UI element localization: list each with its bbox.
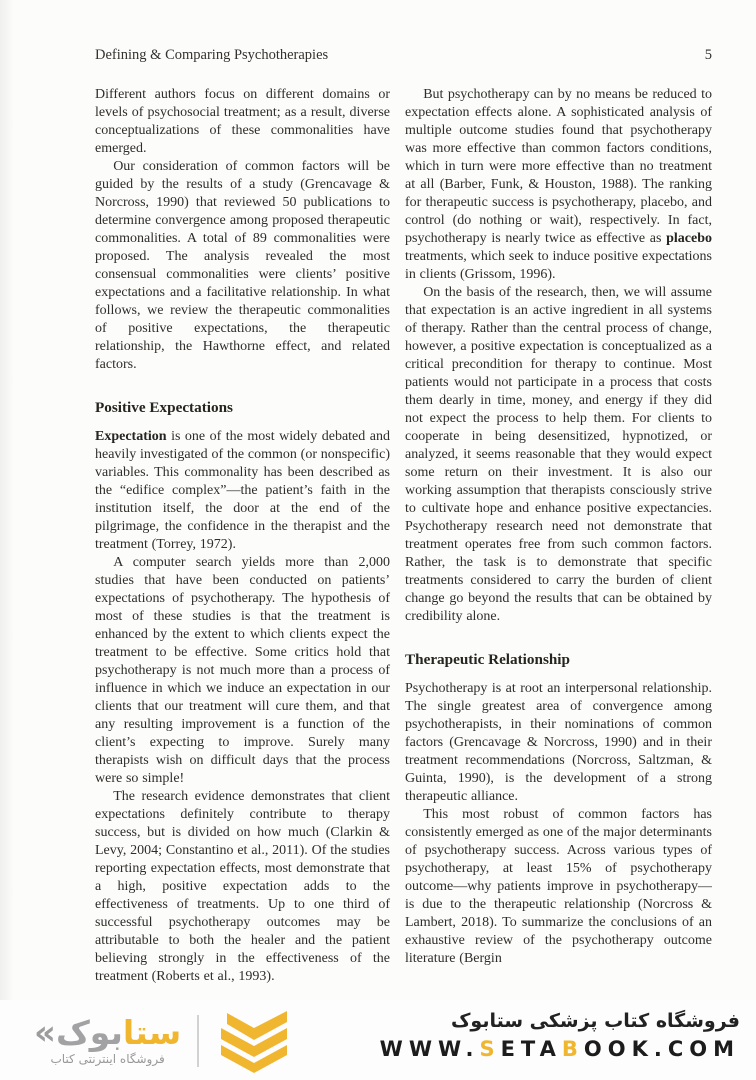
url-segment: OOK.COM: [583, 1036, 740, 1061]
paragraph: Different authors focus on different domains or levels of psychosocial treatment; as a result, diverse conceptualizations of these commonalities have emerged.: [95, 87, 390, 156]
site-url: [380, 1037, 740, 1062]
scan-shadow-edge: [0, 0, 14, 1002]
paragraph-text: treatments, which seek to induce positive expectations in clients (Grissom, 1996).: [405, 249, 712, 282]
logo-tagline: فروشگاه اینترنتی کتاب: [50, 1052, 165, 1067]
url-segment: WWW.: [379, 1036, 480, 1061]
store-title: فروشگاه کتاب پزشکی ستابوک: [450, 1010, 740, 1032]
left-column: [95, 86, 390, 1002]
guillemet-chevron-icon: «: [34, 1012, 54, 1053]
running-title: Defining & Comparing Psychotherapies: [95, 47, 329, 63]
right-column: [405, 86, 712, 1002]
paragraph: A computer search yields more than 2,000 studies that have been conducted on patients’ expectations of psychotherapy. The hypothesis of most of these studies is that the treatment is enhanced by the extent to which clients expect the treatment to be effective. Some critics hold that psychotherapy is not much more than a process of influence in which we induce an expectation in our clients that our treatment will cure them, and that any resulting improvement is a function of the client’s expecting to improve. Surely many therapists wish on difficult days that the process were so simple!: [95, 555, 390, 786]
paragraph: Our consideration of common factors will be guided by the results of a study (Grencavage & Norcross, 1990) that reviewed 50 publications to determine convergence among proposed therapeutic commonalities. A total of 89 commonalities were proposed. The analysis revealed the most consensual commonalities were clients’ positive expectations and a facilitative relationship. In what follows, we review the therapeutic commonalities of positive expectations, the therapeutic relationship, the Hawthorne effect, and related factors.: [95, 159, 390, 372]
wordmark-yellow-part: ستا: [122, 1012, 182, 1052]
setabook-wordmark: [34, 1012, 182, 1067]
bold-term-expectation: Expectation: [95, 429, 167, 444]
paragraph: On the basis of the research, then, we will assume that expectation is an active ingredient in all systems of therapy. Rather than the central process of change, however, a positive expectation is conceptualized as a critical precondition for therapy to continue. Most patients would not participate in a process that costs them dearly in time, money, and energy if they did not expect the process to help them. For clients to cooperate in being desensitized, hypnotized, or analyzed, it seems reasonable that they would expect some return on their investment. It is also our working assumption that therapists consciously strive to cultivate hope and enhance positive expectancies. Psychotherapy research need not demonstrate that treatment operates free from such common factors. Rather, the task is to demonstrate that specific treatments considered to carry the burden of client change go beyond the results that can be obtained by credibility alone.: [405, 285, 712, 624]
wordmark-gray-part: بوک: [55, 1012, 123, 1052]
running-head: [95, 47, 712, 64]
section-heading-therapeutic-relationship: Therapeutic Relationship: [405, 651, 570, 668]
watermark-footer: [0, 1000, 756, 1080]
paragraph: [405, 86, 712, 284]
url-segment-highlight: S: [479, 1036, 501, 1061]
url-segment: ETA: [500, 1036, 562, 1061]
page-body: [95, 86, 712, 1002]
paragraph: [95, 428, 390, 554]
paragraph: The research evidence demonstrates that client expectations definitely contribute to therapy success, but is divided on how much (Clarkin & Levy, 2004; Constantino et al., 2011). Of the studies reporting expectation effects, most demonstrate that a high, positive expectation adds to the effectiveness of treatments. Up to one third of successful psychotherapy outcomes may be attributable to both the healer and the patient believing strongly in the effectiveness of the treatment (Roberts et al., 1993).: [95, 789, 390, 984]
footer-store-info: [380, 1010, 740, 1062]
bold-term-placebo: placebo: [666, 231, 712, 246]
paragraph-text: is one of the most widely debated and heavily investigated of the common (or nonspecific) variables. This commonality has been described as the “edifice complex”—the patient’s faith in the institution itself, the door at the end of the pilgrimage, the confidence in the therapist and the treatment (Torrey, 1972).: [95, 429, 390, 552]
wordmark-text: [55, 1012, 182, 1052]
paragraph: This most robust of common factors has consistently emerged as one of the major determinants of psychotherapy success. Across various types of psychotherapy, at least 15% of psychotherapy outcome—why patients improve in psychotherapy—is due to the therapeutic relationship (Norcross & Lambert, 2018). To summarize the conclusions of an exhaustive review of the psychotherapy outcome literature (Bergin: [405, 807, 712, 966]
paragraph-text: But psychotherapy can by no means be reduced to expectation effects alone. A sophisticated analysis of multiple outcome studies found that psychotherapy was more effective than common factors conditions, which in turn were more effective than no treatment at all (Barber, Funk, & Houston, 1988). The ranking for therapeutic success is psychotherapy, placebo, and control (do nothing or wait), respectively. In fact, psychotherapy is nearly twice as effective as: [405, 87, 712, 246]
page-number: 5: [704, 47, 712, 63]
section-heading-positive-expectations: Positive Expectations: [95, 399, 233, 416]
url-segment-highlight: B: [561, 1036, 584, 1061]
setabook-triple-chevron-icon: [213, 1009, 295, 1073]
setabook-logo: [34, 1008, 295, 1074]
logo-divider: [197, 1015, 199, 1067]
paragraph: Psychotherapy is at root an interpersonal relationship. The single greatest area of convergence among psychotherapists, in their nominations of common factors (Grencavage & Norcross, 1990) and in their treatment recommendations (Norcross, Saltzman, & Guinta, 1990), is the development of a strong therapeutic alliance.: [405, 681, 712, 804]
